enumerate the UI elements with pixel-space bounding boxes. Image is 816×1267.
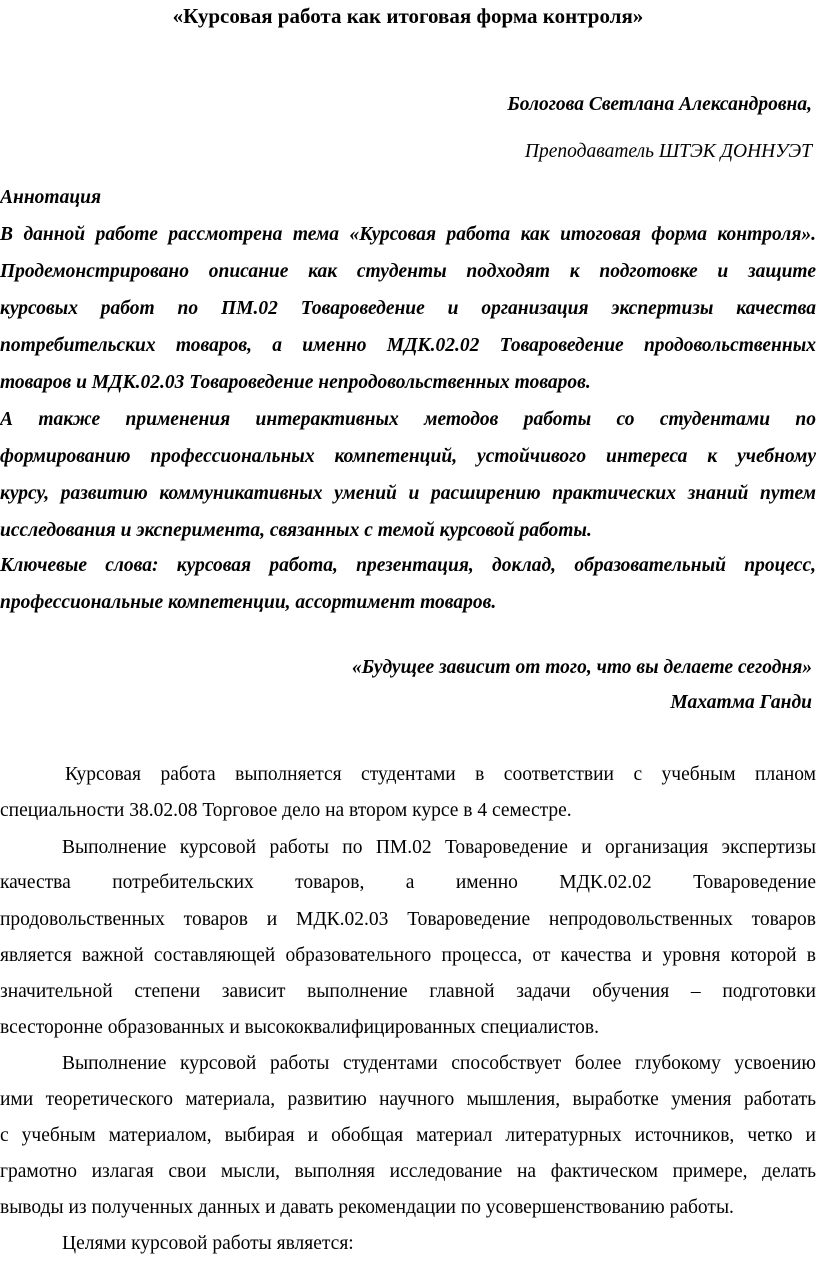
- abstract-line: Продемонстрировано описание как студенты подходят к подготовке и защите: [0, 261, 816, 282]
- abstract-line: А также применения интерактивных методов работы со студентами по: [0, 409, 816, 430]
- paragraph-line: продовольственных товаров и МДК.02.03 Товароведение непродовольственных товаров: [0, 909, 816, 930]
- abstract-heading: Аннотация: [0, 187, 102, 208]
- paragraph-line: значительной степени зависит выполнение главной задачи обучения – подготовки: [0, 981, 816, 1002]
- paragraph-line: специальности 38.02.08 Торговое дело на втором курсе в 4 семестре.: [0, 800, 572, 821]
- abstract-line: В данной работе рассмотрена тема «Курсовая работа как итоговая форма контроля».: [0, 224, 816, 245]
- keywords-line: Ключевые слова: курсовая работа, презентация, доклад, образовательный процесс,: [0, 555, 816, 576]
- paragraph-line: всесторонне образованных и высококвалифицированных специалистов.: [0, 1017, 599, 1038]
- paragraph-line: является важной составляющей образовательного процесса, от качества и уровня которой в: [0, 945, 816, 966]
- paragraph-line: качества потребительских товаров, а именно МДК.02.02 Товароведение: [0, 872, 816, 893]
- epigraph-quote: «Будущее зависит от того, что вы делаете сегодня»: [352, 657, 812, 678]
- document-title: «Курсовая работа как итоговая форма контроля»: [172, 4, 644, 28]
- paragraph-line: Выполнение курсовой работы по ПМ.02 Товароведение и организация экспертизы: [62, 837, 816, 858]
- paragraph-line: грамотно излагая свои мысли, выполняя исследование на фактическом примере, делать: [0, 1161, 816, 1182]
- abstract-line: товаров и МДК.02.03 Товароведение непродовольственных товаров.: [0, 372, 591, 393]
- paragraph-line: выводы из полученных данных и давать рекомендации по усовершенствованию работы.: [0, 1197, 734, 1218]
- abstract-line: курсу, развитию коммуникативных умений и расширению практических знаний путем: [0, 483, 816, 504]
- author-position: Преподаватель ШТЭК ДОННУЭТ: [524, 141, 812, 162]
- author-name: Бологова Светлана Александровна,: [507, 94, 812, 115]
- abstract-line: исследования и эксперимента, связанных с темой курсовой работы.: [0, 520, 592, 541]
- paragraph-line: Целями курсовой работы является:: [62, 1233, 354, 1254]
- abstract-line: потребительских товаров, а именно МДК.02.02 Товароведение продовольственных: [0, 335, 816, 356]
- paragraph-line: Выполнение курсовой работы студентами способствует более глубокому усвоению: [62, 1053, 816, 1074]
- paragraph-line: ими теоретического материала, развитию научного мышления, выработке умения работать: [0, 1089, 816, 1110]
- paragraph-line: с учебным материалом, выбирая и обобщая материал литературных источников, четко и: [0, 1125, 816, 1146]
- abstract-line: формированию профессиональных компетенций, устойчивого интереса к учебному: [0, 446, 816, 467]
- abstract-line: курсовых работ по ПМ.02 Товароведение и организация экспертизы качества: [0, 298, 816, 319]
- epigraph-author: Махатма Ганди: [670, 692, 812, 713]
- keywords-line: профессиональные компетенции, ассортимент товаров.: [0, 592, 497, 613]
- paragraph-line: Курсовая работа выполняется студентами в соответствии с учебным планом: [65, 764, 816, 785]
